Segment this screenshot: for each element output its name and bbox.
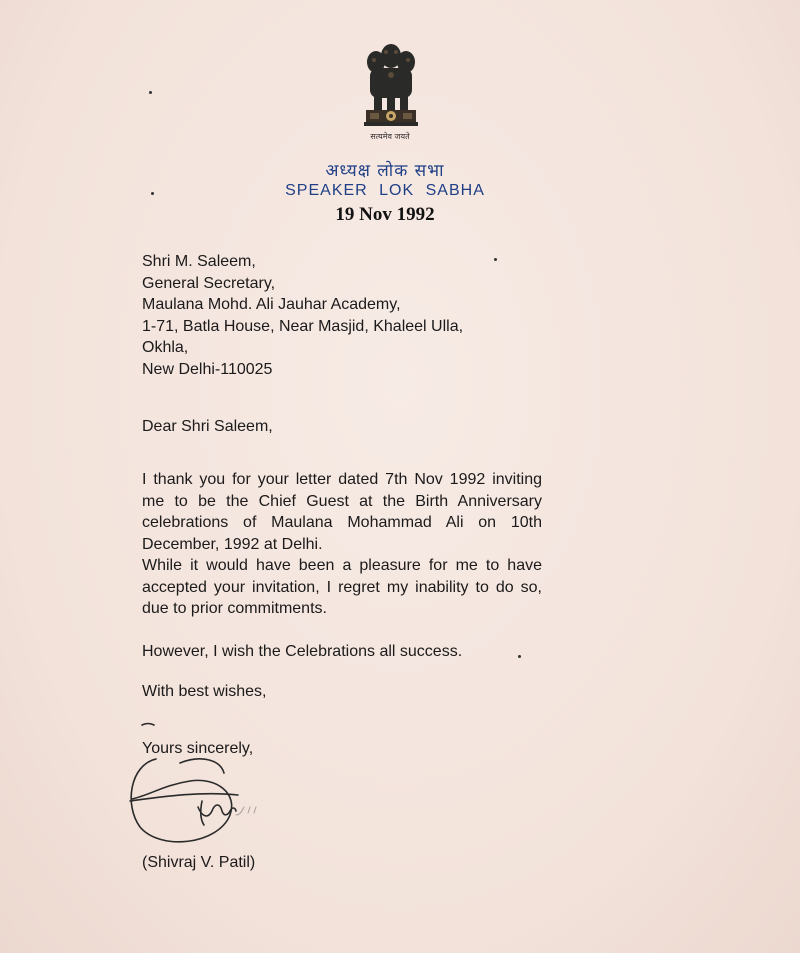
salutation: Dear Shri Saleem, <box>142 418 273 435</box>
letterhead-english-title: SPEAKER LOK SABHA <box>285 182 485 199</box>
letterhead-hindi-title: अध्यक्ष लोक सभा <box>325 161 445 181</box>
recipient-address <box>142 251 562 381</box>
paper-speck <box>151 192 154 195</box>
address-line: Maulana Mohd. Ali Jauhar Academy, <box>142 296 401 314</box>
handwritten-signature <box>120 715 280 855</box>
address-line: New Delhi-110025 <box>142 360 273 378</box>
state-emblem-icon <box>356 40 426 138</box>
paper-speck <box>518 655 521 658</box>
address-line: General Secretary, <box>142 274 276 292</box>
body-paragraph: While it would have been a pleasure for me to have accepted your invitation, I regret my inability to do so, due to prior commitments. <box>142 557 542 618</box>
best-wishes-line: With best wishes, <box>142 683 267 700</box>
address-line: 1-71, Batla House, Near Masjid, Khaleel Ulla, <box>142 317 464 335</box>
signatory-name: (Shivraj V. Patil) <box>142 854 256 871</box>
closing-line: Yours sincerely, <box>142 740 254 757</box>
letter-date: 19 Nov 1992 <box>335 204 435 225</box>
address-line: Shri M. Saleem, <box>142 253 256 270</box>
paper-speck <box>494 258 497 261</box>
paper-speck <box>149 91 152 94</box>
address-line: Okhla, <box>142 339 189 357</box>
emblem-motto: सत्यमेव जयते <box>370 132 410 141</box>
body-paragraph: However, I wish the Celebrations all success. <box>142 643 463 660</box>
body-paragraph: I thank you for your letter dated 7th Nov 1992 inviting me to be the Chief Guest at the Birth Anniversary celebrations of Maulana Mohammad Ali on 10th December, 1992 at Delhi. <box>142 471 542 553</box>
